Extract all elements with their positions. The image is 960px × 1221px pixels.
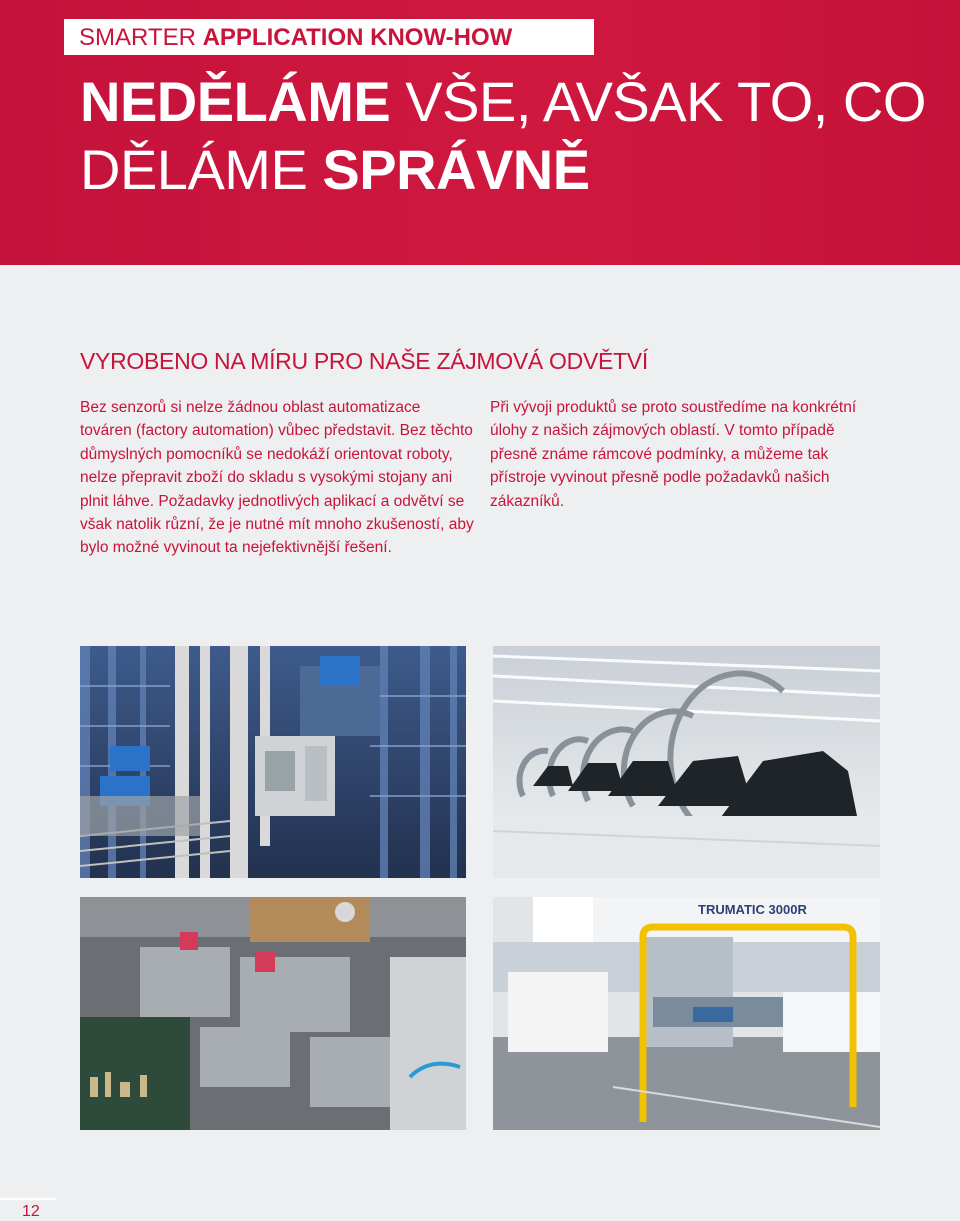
- body-text-right: Při vývoji produktů se proto soustředíme na konkrétní úlohy z našich zájmových oblastí. V tomto případě přesně známe rámcové podmínky, a můžeme tak přístroje vyvinout přesně podle požadavků našich zákazníků.: [490, 399, 857, 510]
- body-column-left: [80, 396, 475, 560]
- header-banner: [0, 0, 960, 265]
- headline-line-1: [80, 68, 960, 136]
- section-title: VYROBENO NA MÍRU PRO NAŠE ZÁJMOVÁ ODVĚTVÍ: [80, 348, 648, 374]
- page-headline: [80, 68, 960, 204]
- series-tag-light: SMARTER: [79, 24, 203, 51]
- page-number: 12: [22, 1203, 40, 1220]
- headline-line-2: [80, 136, 960, 204]
- body-text-left: Bez senzorů si nelze žádnou oblast automatizace továren (factory automation) vůbec představit. Bez těchto důmyslných pomocníků se nedokáží orientovat roboty, nelze přepravit zboží do skladu s vysokými stojany ani plnit láhve. Požadavky jednotlivých aplikací a odvětví se však natolik různí, že je nutné mít mnoho zkušeností, aby bylo možné vyvinout ta nejefektivnější řešení.: [80, 399, 474, 557]
- series-tag: [64, 19, 594, 55]
- page-number-rule: [0, 1198, 56, 1200]
- photo-warehouse-racks: [80, 646, 466, 878]
- machine-label: TRUMATIC 3000R: [698, 902, 807, 917]
- headline-line-2-light: DĚLÁME: [80, 138, 323, 201]
- headline-line-2-bold: SPRÁVNĚ: [322, 138, 590, 201]
- headline-line-1-bold: NEDĚLÁME: [80, 70, 391, 133]
- headline-line-1-light: VŠE, AVŠAK TO, CO: [390, 70, 926, 133]
- photo-punching-machine: [493, 897, 880, 1130]
- series-tag-bold: APPLICATION KNOW-HOW: [202, 24, 513, 51]
- body-column-right: [490, 396, 875, 513]
- photo-car-assembly: [493, 646, 880, 878]
- photo-pcb-machine: [80, 897, 466, 1130]
